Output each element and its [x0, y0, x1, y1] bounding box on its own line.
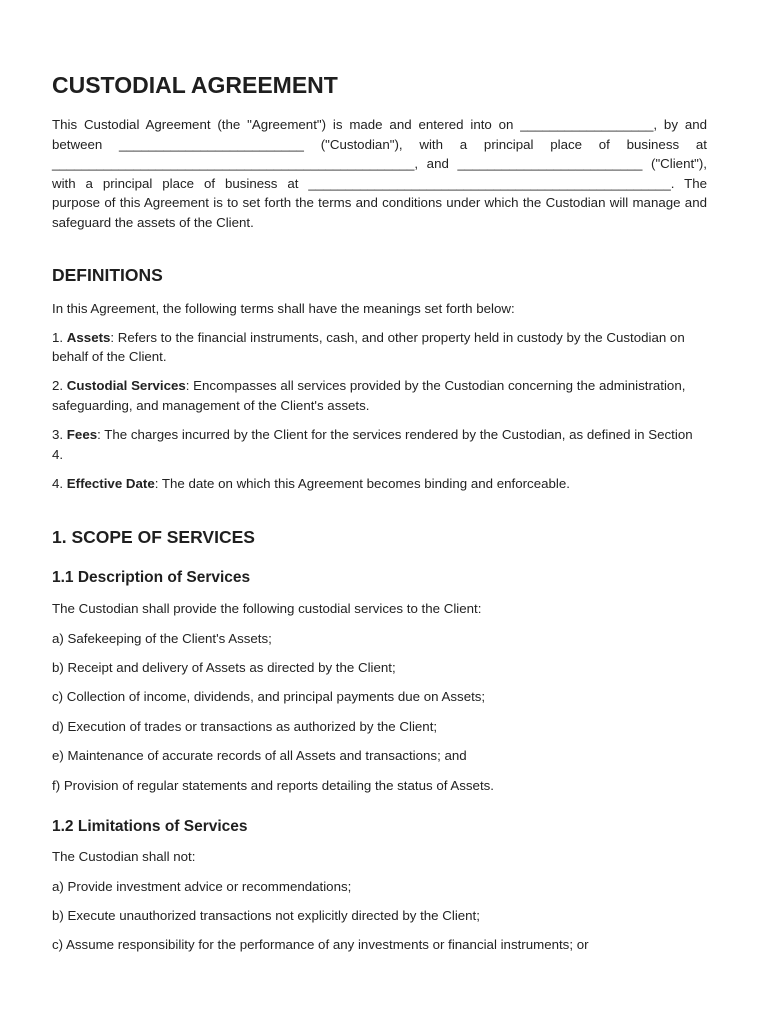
definition-number: 1. [52, 329, 67, 345]
definition-text: : The date on which this Agreement becomes binding and enforceable. [154, 475, 570, 491]
service-item: c) Collection of income, dividends, and principal payments due on Assets; [52, 689, 486, 705]
document-body [52, 68, 707, 965]
definition-text: : Encompasses all services provided by the Custodian concerning the administration, safeguarding, and management of the Client's assets. [52, 378, 686, 413]
definition-number: 3. [52, 427, 67, 443]
definitions-heading: DEFINITIONS [52, 264, 163, 285]
service-item: d) Execution of trades or transactions as authorized by the Client; [52, 718, 438, 734]
definition-text: : Refers to the financial instruments, cash, and other property held in custody by the Custodian on behalf of the Client. [52, 329, 685, 365]
definition-text: : The charges incurred by the Client for the services rendered by the Custodian, as defined in Section 4. [52, 427, 693, 462]
definition-item [52, 376, 707, 415]
scope-heading: 1. SCOPE OF SERVICES [52, 527, 255, 548]
definition-item [52, 474, 707, 494]
limitation-item: b) Execute unauthorized transactions not explicitly directed by the Client; [52, 908, 480, 924]
limitation-item: a) Provide investment advice or recommendations; [52, 878, 352, 894]
limitations-lead: The Custodian shall not: [52, 849, 196, 865]
definition-number: 2. [52, 378, 67, 394]
document-title: CUSTODIAL AGREEMENT [52, 72, 338, 98]
service-item: b) Receipt and delivery of Assets as directed by the Client; [52, 660, 396, 676]
definition-item [52, 328, 707, 367]
definition-number: 4. [52, 475, 67, 491]
definitions-lead: In this Agreement, the following terms shall have the meanings set forth below: [52, 300, 515, 316]
definition-term: Fees [66, 427, 98, 443]
intro-paragraph: This Custodial Agreement (the "Agreement") is made and entered into on __________________, by and between _________________________ ("Custodian"), with a principal place of business at _________________________________________________, and _________________________ ("Client"), with a principal place of business at _________________________________________________. The purpose of this Agreement is to set forth the terms and conditions under which the Custodian will manage and safeguard the assets of the Client. [52, 117, 707, 230]
description-lead: The Custodian shall provide the following custodial services to the Client: [52, 601, 482, 617]
definition-term: Custodial Services [66, 378, 186, 394]
definition-term: Effective Date [66, 475, 155, 491]
definition-term: Assets [66, 329, 111, 345]
service-item: e) Maintenance of accurate records of all Assets and transactions; and [52, 748, 467, 764]
description-subheading: 1.1 Description of Services [52, 569, 251, 587]
service-item: f) Provision of regular statements and reports detailing the status of Assets. [52, 777, 494, 793]
limitations-subheading: 1.2 Limitations of Services [52, 818, 248, 836]
limitation-item: c) Assume responsibility for the performance of any investments or financial instruments; or [52, 937, 589, 953]
definition-item [52, 425, 707, 464]
service-item: a) Safekeeping of the Client's Assets; [52, 630, 272, 646]
